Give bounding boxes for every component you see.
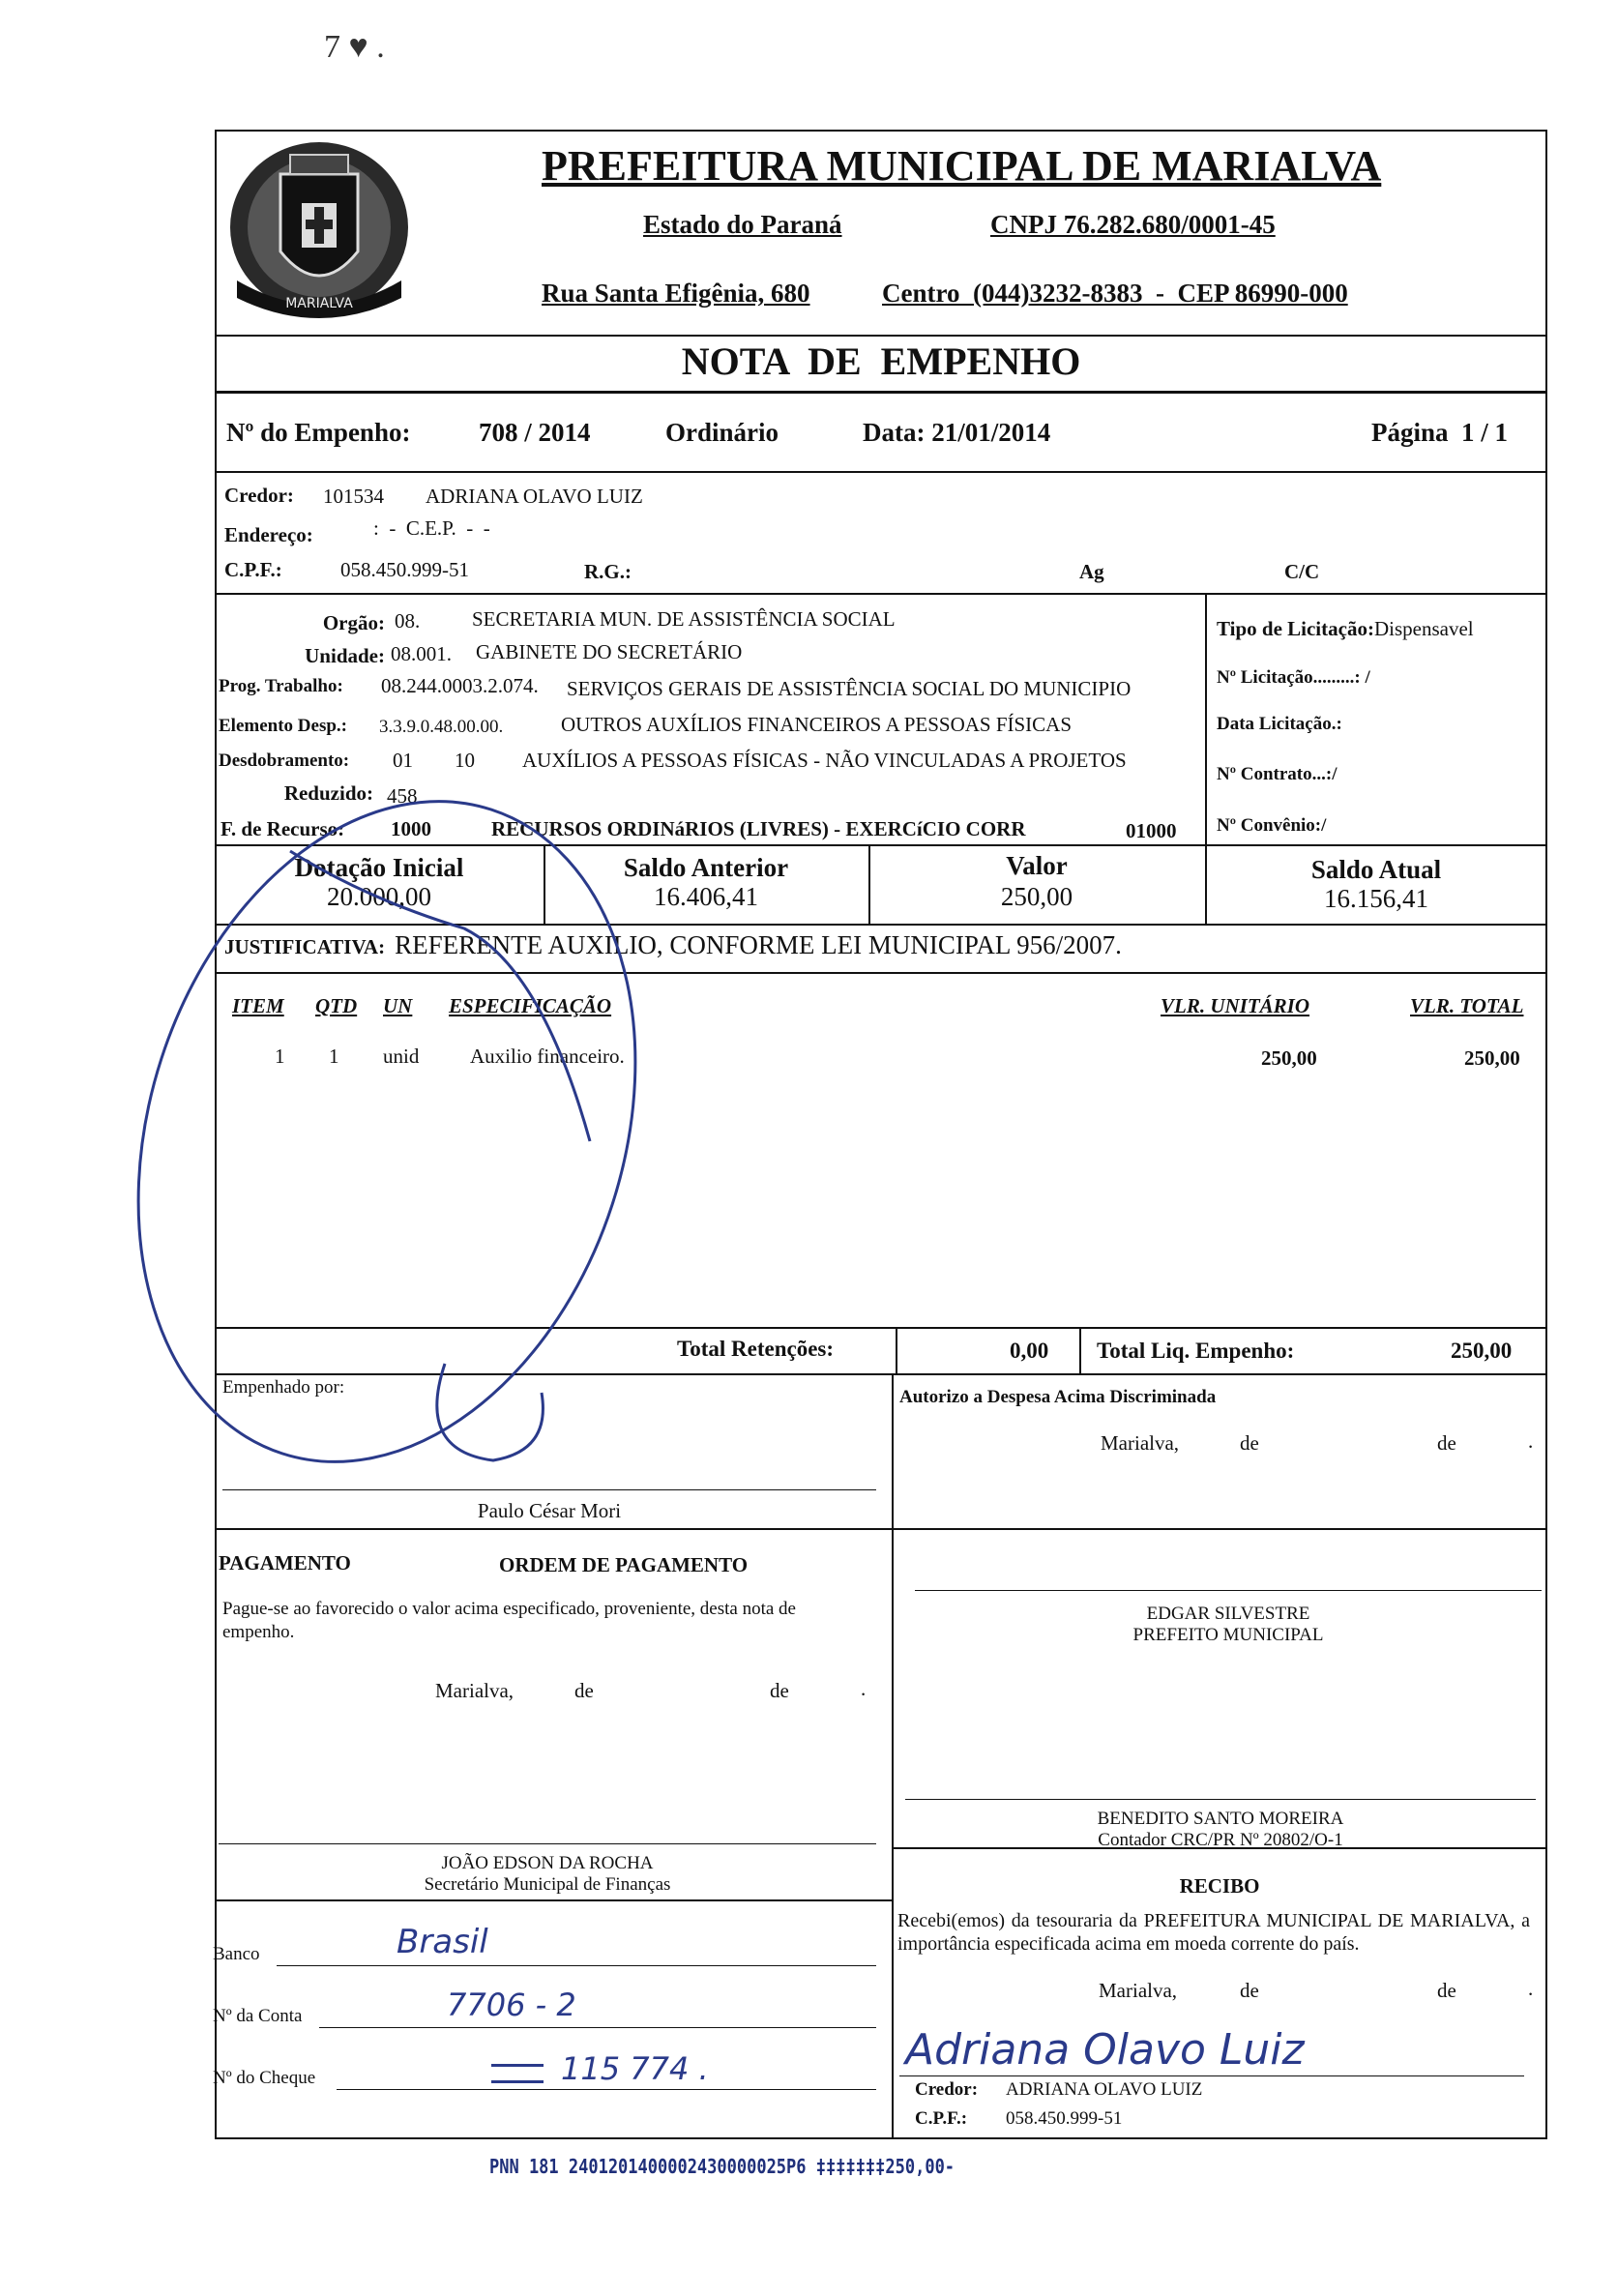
valor-label: Valor: [1006, 851, 1068, 880]
recibo-de1: de: [1240, 1979, 1259, 2002]
col-vlr-total: VLR. TOTAL: [1410, 994, 1524, 1017]
total-liquido-label: Total Liq. Empenho:: [1097, 1339, 1295, 1363]
cheque-label: Nº do Cheque: [213, 2068, 316, 2088]
orgao-desc: SECRETARIA MUN. DE ASSISTÊNCIA SOCIAL: [472, 607, 896, 631]
justificativa-label: JUSTIFICATIVA:: [224, 935, 386, 958]
autorizo-text: Autorizo a Despesa Acima Discriminada: [899, 1387, 1217, 1407]
total-retencoes-label: Total Retenções:: [677, 1337, 835, 1361]
empenhado-label: Empenhado por:: [222, 1377, 345, 1398]
orgao-label: Orgão:: [322, 611, 385, 634]
pagamento-de2: de: [770, 1679, 789, 1702]
empenho-number: 708 / 2014: [479, 418, 591, 447]
conta-label: Nº da Conta: [213, 2006, 303, 2026]
recibo-de2: de: [1437, 1979, 1456, 2002]
elemento-code: 3.3.9.0.48.00.00.: [379, 717, 504, 737]
svg-text:MARIALVA: MARIALVA: [285, 296, 353, 311]
recurso-code2: 01000: [1126, 819, 1177, 842]
autorizo-de2: de: [1437, 1431, 1456, 1455]
ag-label: Ag: [1079, 560, 1104, 583]
secretario-role: Secretário Municipal de Finanças: [424, 1874, 671, 1895]
machine-stamp: PNN 181 2401201400002430000025P6 ‡‡‡‡‡‡‡250,00-: [489, 2155, 956, 2178]
prefeito-role: PREFEITO MUNICIPAL: [1132, 1625, 1324, 1645]
saldo-atual-value: 16.156,41: [1324, 884, 1428, 913]
elemento-label: Elemento Desp.:: [219, 716, 347, 736]
header-state: Estado do Paraná: [643, 210, 842, 239]
header-contact: Centro (044)3232-8383 - CEP 86990-000: [882, 279, 1348, 308]
item-especificacao: Auxilio financeiro.: [470, 1045, 625, 1068]
recibo-dot: .: [1528, 1977, 1534, 2000]
reduzido-label: Reduzido:: [283, 781, 373, 805]
unidade-desc: GABINETE DO SECRETÁRIO: [476, 640, 743, 663]
banco-value: Brasil: [397, 1923, 488, 1961]
page-number: Página 1 / 1: [1371, 418, 1509, 447]
rg-label: R.G.:: [584, 560, 632, 583]
empenhado-name: Paulo César Mori: [477, 1499, 622, 1522]
header-street: Rua Santa Efigênia, 680: [542, 279, 810, 308]
desdobramento-desc: AUXÍLIOS A PESSOAS FÍSICAS - NÃO VINCULADAS A PROJETOS: [522, 749, 1127, 772]
col-especificacao: ESPECIFICAÇÃO: [449, 994, 612, 1017]
doc-title: NOTA DE EMPENHO: [681, 339, 1081, 383]
col-un: UN: [383, 994, 413, 1017]
valor-value: 250,00: [1000, 882, 1073, 911]
prog-code: 08.244.0003.2.074.: [381, 674, 539, 697]
cheque-value: 115 774 .: [561, 2050, 709, 2087]
item-number: 1: [275, 1045, 285, 1068]
conta-value: 7706 - 2: [447, 1987, 576, 2023]
pagamento-label: PAGAMENTO: [219, 1551, 351, 1575]
unidade-code: 08.001.: [391, 642, 452, 665]
credor-name: ADRIANA OLAVO LUIZ: [426, 485, 643, 508]
desdobramento-a: 01: [393, 749, 413, 772]
empenho-label: Nº do Empenho:: [226, 418, 411, 447]
recurso-code: 1000: [391, 817, 431, 840]
recibo-cpf-value: 058.450.999-51: [1006, 2108, 1123, 2129]
prog-desc: SERVIÇOS GERAIS DE ASSISTÊNCIA SOCIAL DO MUNICIPIO: [567, 677, 1132, 700]
credor-label: Credor:: [224, 484, 294, 507]
orgao-code: 08.: [395, 609, 421, 633]
col-qtd: QTD: [315, 994, 358, 1017]
pagamento-dot: .: [861, 1677, 867, 1700]
endereco-label: Endereço:: [224, 523, 313, 546]
total-liquido-value: 250,00: [1451, 1339, 1513, 1363]
header-cnpj: CNPJ 76.282.680/0001-45: [990, 210, 1276, 239]
cpf-label: C.P.F.:: [224, 558, 282, 581]
elemento-desc: OUTROS AUXÍLIOS FINANCEIROS A PESSOAS FÍSICAS: [561, 713, 1073, 736]
autorizo-local: Marialva,: [1101, 1431, 1180, 1455]
cpf-value: 058.450.999-51: [340, 558, 469, 581]
secretario-name: JOÃO EDSON DA ROCHA: [441, 1853, 654, 1873]
pagamento-local: Marialva,: [435, 1679, 514, 1702]
contador-name: BENEDITO SANTO MOREIRA: [1097, 1809, 1344, 1829]
convenio-numero: Nº Convênio:/: [1217, 815, 1327, 836]
pagamento-text: Pague-se ao favorecido o valor acima especificado, proveniente, desta nota de empenho.: [222, 1599, 796, 1642]
recibo-local: Marialva,: [1099, 1979, 1178, 2002]
recurso-desc: RECURSOS ORDINáRIOS (LIVRES) - EXERCíCIO CORR: [491, 817, 1026, 840]
recibo-signature: Adriana Olavo Luiz: [905, 2025, 1305, 2075]
recibo-cpf-label: C.P.F.:: [915, 2108, 968, 2129]
recibo-credor-value: ADRIANA OLAVO LUIZ: [1006, 2079, 1203, 2100]
prog-label: Prog. Trabalho:: [219, 676, 343, 696]
autorizo-dot: .: [1528, 1429, 1534, 1453]
dotacao-inicial-value: 20.000,00: [327, 882, 431, 911]
licitacao-tipo-label: Tipo de Licitação:: [1217, 617, 1374, 640]
desdobramento-label: Desdobramento:: [219, 751, 350, 771]
empenho-type: Ordinário: [665, 418, 779, 447]
recurso-label: F. de Recurso:: [220, 817, 345, 840]
saldo-anterior-label: Saldo Anterior: [623, 853, 789, 882]
item-vlr-unitario: 250,00: [1261, 1046, 1317, 1070]
total-retencoes-value: 0,00: [1010, 1339, 1049, 1363]
justificativa-text: REFERENTE AUXILIO, CONFORME LEI MUNICIPAL 956/2007.: [395, 930, 1122, 959]
item-un: unid: [383, 1045, 420, 1068]
endereco-value: : - C.E.P. - -: [373, 516, 490, 540]
licitacao-data: Data Licitação.:: [1217, 714, 1342, 734]
contrato-numero: Nº Contrato...:/: [1217, 764, 1338, 784]
col-vlr-unitario: VLR. UNITÁRIO: [1161, 994, 1310, 1017]
recibo-text: Recebi(emos) da tesouraria da PREFEITURA MUNICIPAL DE MARIALVA, a importância especificada acima em moeda corrente do país.: [897, 1910, 1530, 1955]
licitacao-tipo-value: Dispensavel: [1373, 617, 1474, 640]
cc-label: C/C: [1284, 560, 1320, 583]
empenho-date: Data: 21/01/2014: [863, 418, 1051, 447]
saldo-anterior-value: 16.406,41: [654, 882, 758, 911]
credor-code: 101534: [323, 485, 384, 508]
desdobramento-b: 10: [455, 749, 475, 772]
unidade-label: Unidade:: [305, 644, 385, 667]
licitacao-numero: Nº Licitação.........: /: [1217, 667, 1370, 688]
autorizo-de1: de: [1240, 1431, 1259, 1455]
recibo-credor-label: Credor:: [915, 2079, 979, 2100]
col-item: ITEM: [232, 994, 284, 1017]
item-vlr-total: 250,00: [1464, 1046, 1520, 1070]
reduzido-value: 458: [387, 784, 418, 808]
item-qtd: 1: [329, 1045, 339, 1068]
header-title: PREFEITURA MUNICIPAL DE MARIALVA: [542, 142, 1382, 190]
contador-role: Contador CRC/PR Nº 20802/O-1: [1098, 1830, 1343, 1850]
pagamento-de1: de: [574, 1679, 594, 1702]
ordem-pagamento: ORDEM DE PAGAMENTO: [499, 1553, 749, 1576]
banco-label: Banco: [213, 1944, 260, 1964]
recibo-title: RECIBO: [1179, 1874, 1260, 1898]
scan-mark: 7 ♥ .: [324, 29, 385, 65]
saldo-atual-label: Saldo Atual: [1310, 855, 1442, 884]
dotacao-inicial-label: Dotação Inicial: [294, 853, 464, 882]
prefeito-name: EDGAR SILVESTRE: [1146, 1604, 1310, 1624]
